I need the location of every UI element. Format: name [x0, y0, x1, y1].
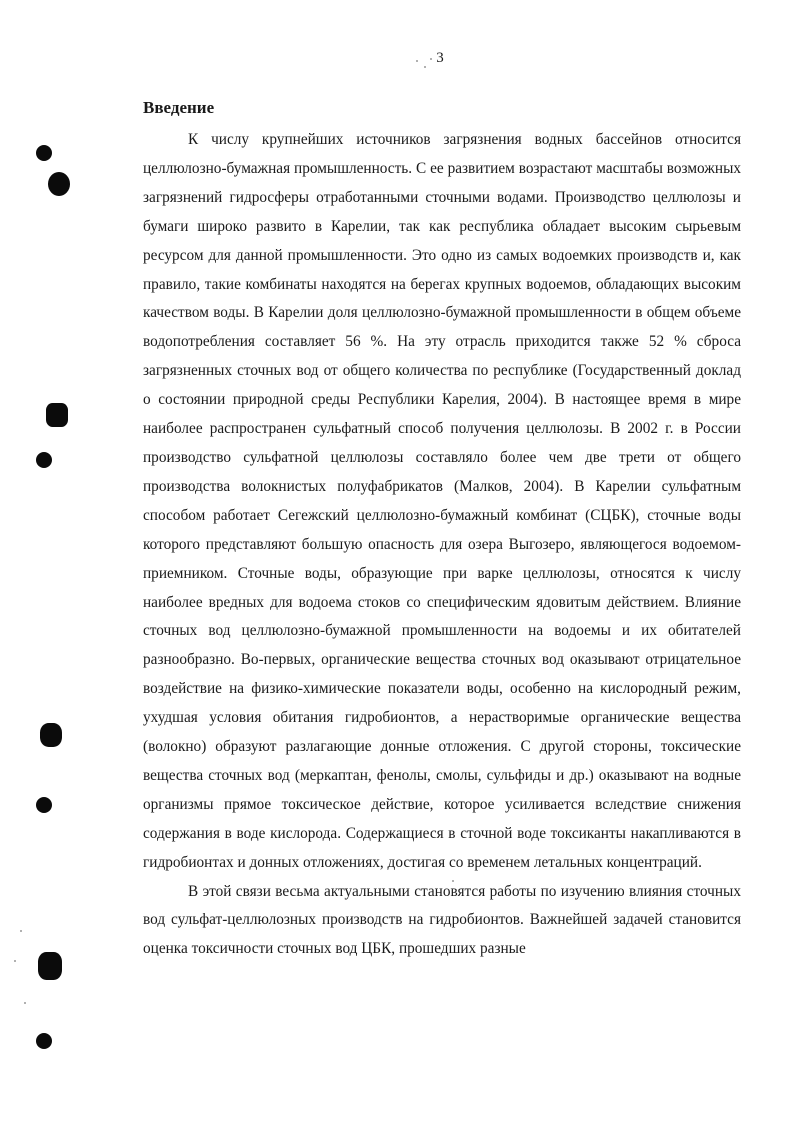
- punch-hole: [40, 723, 62, 747]
- page-number: 3: [436, 50, 444, 66]
- paragraph-1: К числу крупнейших источников загрязнения водных бассейнов относится целлюлозно-бумажная промышленность. С ее развитием возрастают масштабы возможных загрязнений гидросферы отработанными сточными водами. Производство целлюлозы и бумаги широко развито в Карелии, так как республика обладает высоким сырьевым ресурсом для данной промышленности. Это одно из самых водоемких производств и, как правило, такие комбинаты находятся на берегах крупных водоемов, обладающих высоким качеством воды. В Карелии доля целлюлозно-бумажной промышленности в общем объеме водопотребления составляет 56 %. На эту отрасль приходится также 52 % сброса загрязненных сточных вод от общего количества по республике (Государственный доклад о состоянии природной среды Республики Карелия, 2004). В настоящее время в мире наиболее распространен сульфатный способ получения целлюлозы. В 2002 г. в России производство сульфатной целлюлозы составляло более чем две трети от общего производства волокнистых полуфабрикатов (Малков, 2004). В Карелии сульфатным способом работает Сегежский целлюлозно-бумажный комбинат (СЦБК), сточные воды которого представляют большую опасность для озера Выгозеро, являющегося водоемом-приемником. Сточные воды, образующие при варке целлюлозы, относятся к числу наиболее вредных для водоема стоков со специфическим ядовитым действием. Влияние сточных вод целлюлозно-бумажной промышленности на водоемы и их обитателей разнообразно. Во-первых, органические вещества сточных вод оказывают отрицательное воздействие на физико-химические показатели воды, особенно на кислородный режим, ухудшая условия обитания гидробионтов, а нерастворимые органические вещества (волокно) образуют разлагающие донные отложения. С другой стороны, токсические вещества сточных вод (меркаптан, фенолы, смолы, сульфиды и др.) оказывают на водные организмы прямое токсическое действие, которое усиливается вследствие снижения содержания в воде кислорода. Содержащиеся в сточной воде токсиканты накапливаются в гидробионтах и донных отложениях, достигая со временем летальных концентраций.: [143, 131, 741, 871]
- section-heading: Введение: [143, 98, 215, 117]
- punch-hole: [36, 1033, 52, 1049]
- punch-hole: [46, 403, 68, 427]
- punch-hole: [48, 172, 70, 196]
- punch-hole: [38, 952, 62, 980]
- punch-hole: [36, 145, 52, 161]
- punch-hole: [36, 452, 52, 468]
- punch-hole: [36, 797, 52, 813]
- body-text: [143, 126, 741, 964]
- paragraph-2: В этой связи весьма актуальными становятся работы по изучению влияния сточных вод сульфат-целлюлозных производств на гидробионтов. Важнейшей задачей становится оценка токсичности сточных вод ЦБК, прошедших разные: [143, 882, 741, 958]
